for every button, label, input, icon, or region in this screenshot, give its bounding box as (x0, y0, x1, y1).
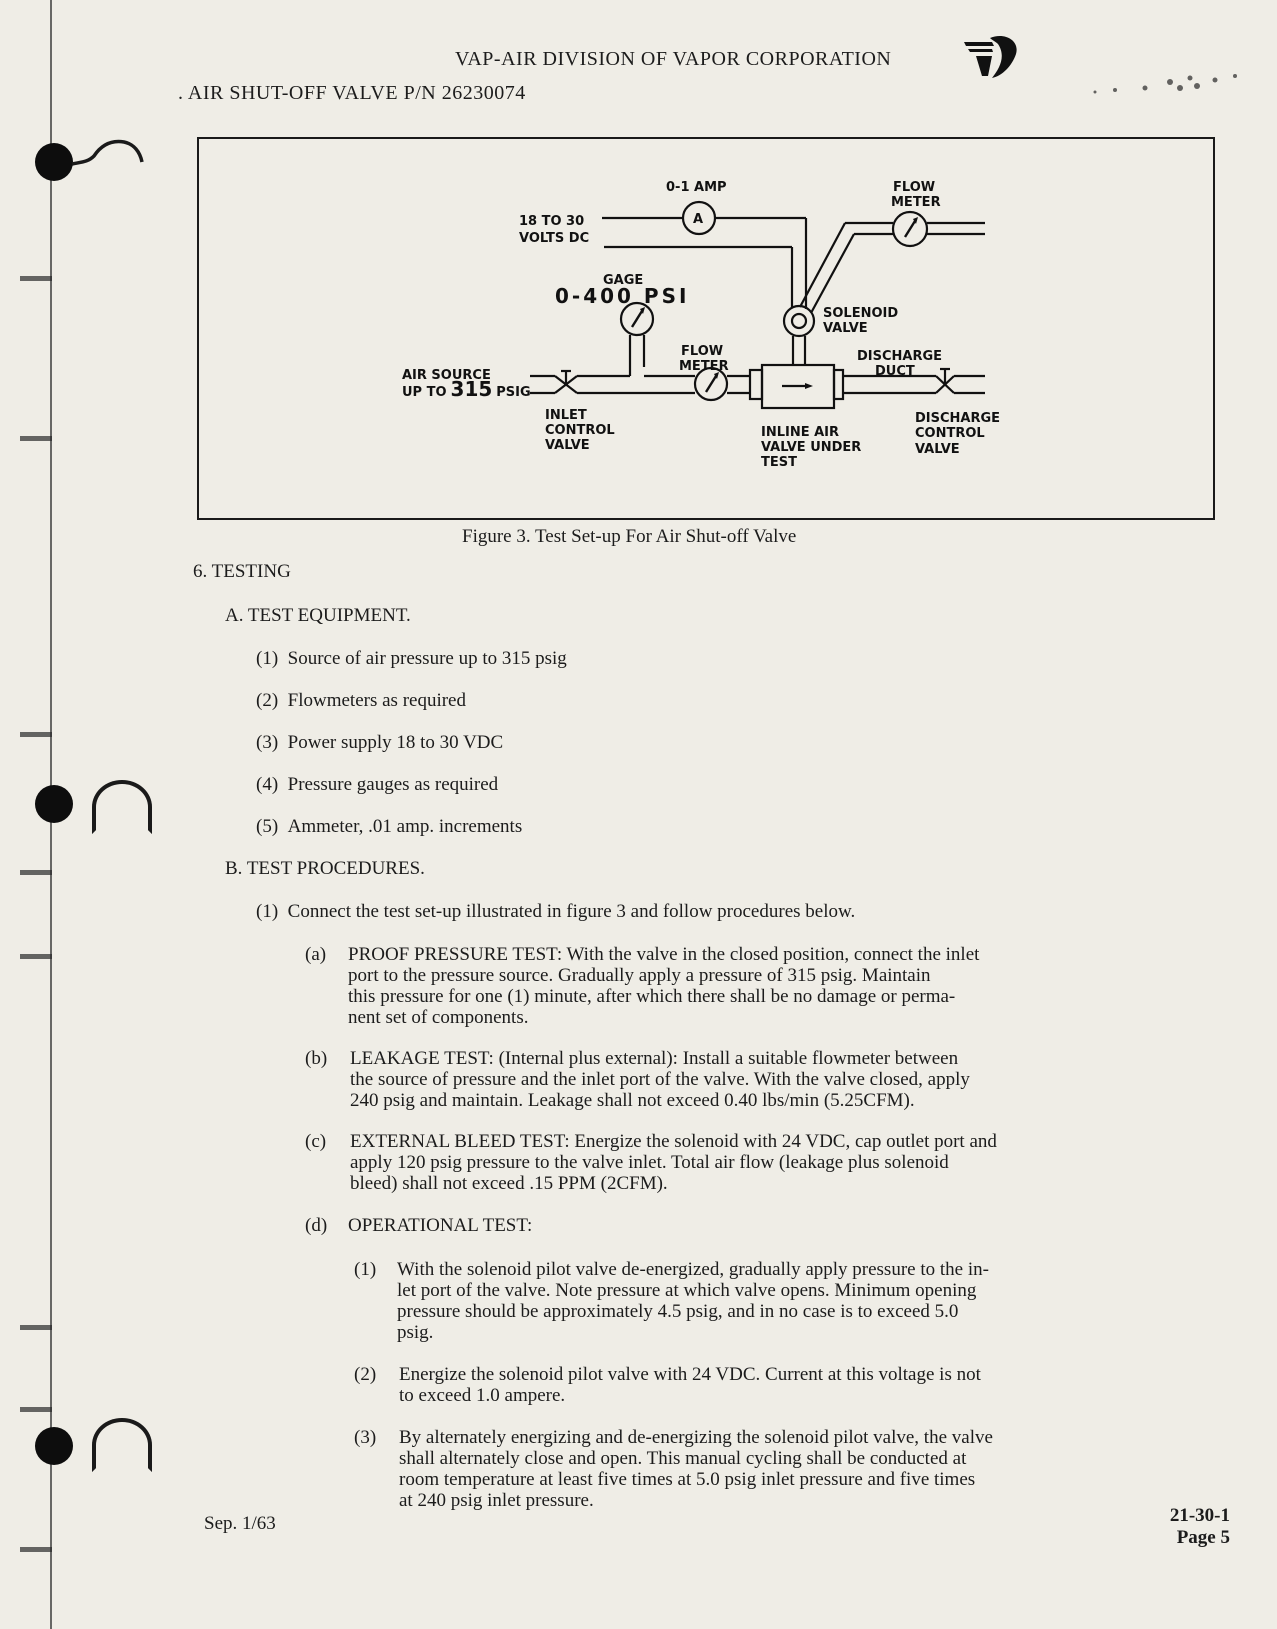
proof-pressure-test: PROOF PRESSURE TEST: With the valve in the closed position, connect the inlet port to the pressure source. Gradually apply a pressure of 315 psig. Maintain this pressure for one (1) minute, after which there shall be no damage or perma- nent set of components. (348, 944, 980, 1028)
flow-meter-top-label-line1: FLOW (893, 180, 936, 195)
operational-step: Energize the solenoid pilot valve with 24 VDC. Current at this voltage is not to exceed 1.0 ampere. (399, 1364, 981, 1406)
air-source-label-line2: UP TO 315 PSIG (402, 377, 531, 401)
vapor-corporation-logo-icon (962, 32, 1022, 80)
inlet-valve-label-line2: CONTROL (545, 423, 615, 438)
part-title: . AIR SHUT-OFF VALVE P/N 26230074 (178, 82, 526, 104)
procedures-heading: B. TEST PROCEDURES. (225, 858, 425, 879)
figure-caption: Figure 3. Test Set-up For Air Shut-off Valve (462, 526, 797, 547)
external-bleed-test: EXTERNAL BLEED TEST: Energize the solenoid with 24 VDC, cap outlet port and apply 120 psig pressure to the valve inlet. Total air flow (leakage plus solenoid bleed) shall not exceed .15 PPM (2CFM). (350, 1131, 997, 1194)
section-heading: 6. TESTING (193, 561, 291, 582)
binding-tick (20, 1407, 52, 1412)
binding-tick (20, 1547, 52, 1552)
discharge-duct-label-line1: DISCHARGE (857, 349, 943, 364)
test-number: (d) (305, 1215, 328, 1236)
document-number: 21-30-1 (1169, 1505, 1230, 1526)
inline-valve-label-line2: VALVE UNDER (761, 440, 862, 455)
air-source-label-line1: AIR SOURCE (402, 368, 491, 383)
leakage-test: LEAKAGE TEST: (Internal plus external): Install a suitable flowmeter between the source of pressure and the inlet port of the valve. With the valve closed, apply 240 psig and maintain. Leakage shall not exceed 0.40 lbs/min (5.25CFM). (350, 1048, 970, 1111)
company-name: VAP-AIR DIVISION OF VAPOR CORPORATION (455, 48, 892, 70)
binding-tick (20, 954, 52, 959)
gage-label-line1: GAGE (603, 273, 644, 288)
equipment-item: (5) Ammeter, .01 amp. increments (256, 816, 523, 837)
equipment-item: (4) Pressure gauges as required (256, 774, 499, 795)
solenoid-label-line1: SOLENOID (823, 306, 899, 321)
gage-label-line2: 0-400 PSI (555, 284, 690, 308)
binding-tick (20, 276, 52, 281)
power-label-line1: 18 TO 30 (519, 214, 585, 229)
revision-date: Sep. 1/63 (204, 1513, 276, 1534)
page-reference (1130, 1505, 1230, 1549)
binding-tick (20, 436, 52, 441)
discharge-valve-label-line2: CONTROL (915, 426, 985, 441)
equipment-heading: A. TEST EQUIPMENT. (225, 605, 411, 626)
discharge-duct-label-line2: DUCT (875, 364, 915, 379)
operational-test-heading: OPERATIONAL TEST: (348, 1215, 533, 1236)
inlet-valve-label-line3: VALVE (545, 438, 590, 453)
equipment-item: (1) Source of air pressure up to 315 psig (256, 648, 567, 669)
operational-step-number: (1) (354, 1259, 377, 1280)
operational-step-number: (3) (354, 1427, 377, 1448)
inlet-valve-label-line1: INLET (545, 408, 587, 423)
test-number: (a) (305, 944, 327, 965)
figure-3-diagram (197, 137, 1215, 520)
punch-arc (92, 1418, 152, 1472)
operational-step: By alternately energizing and de-energizing the solenoid pilot valve, the valve shall alternately close and open. This manual cycling shall be conducted at room temperature at least five times at 5.0 psig inlet pressure and five times at 240 psig inlet pressure. (399, 1427, 993, 1511)
discharge-valve-label-line1: DISCHARGE (915, 411, 1001, 426)
binding-tick (20, 1325, 52, 1330)
ammeter-symbol: A (693, 212, 704, 227)
amp-meter-label: 0-1 AMP (666, 180, 727, 195)
punch-mark (68, 136, 148, 176)
inline-valve-label-line3: TEST (761, 455, 797, 470)
scan-speckle (1075, 68, 1245, 98)
flow-meter-top-label-line2: METER (891, 195, 941, 210)
punch-hole (35, 785, 73, 823)
test-number: (b) (305, 1048, 328, 1069)
punch-hole (35, 1427, 73, 1465)
procedure-step: (1) Connect the test set-up illustrated in figure 3 and follow procedures below. (256, 901, 856, 922)
inline-valve-label-line1: INLINE AIR (761, 425, 840, 440)
discharge-valve-label-line3: VALVE (915, 442, 960, 457)
binding-tick (20, 870, 52, 875)
equipment-item: (2) Flowmeters as required (256, 690, 466, 711)
operational-step: With the solenoid pilot valve de-energized, gradually apply pressure to the in- let port of the valve. Note pressure at which valve opens. Minimum opening pressure should be approximately 4.5 psig, and in no case is to exceed 5.0 psig. (397, 1259, 989, 1343)
test-number: (c) (305, 1131, 327, 1152)
power-label-line2: VOLTS DC (519, 231, 590, 246)
flow-meter-mid-label-line1: FLOW (681, 344, 724, 359)
equipment-item: (3) Power supply 18 to 30 VDC (256, 732, 504, 753)
operational-step-number: (2) (354, 1364, 377, 1385)
punch-arc (92, 780, 152, 834)
page-number: Page 5 (1176, 1527, 1230, 1548)
binding-tick (20, 732, 52, 737)
solenoid-label-line2: VALVE (823, 321, 868, 336)
flow-meter-mid-label-line2: METER (679, 359, 729, 374)
